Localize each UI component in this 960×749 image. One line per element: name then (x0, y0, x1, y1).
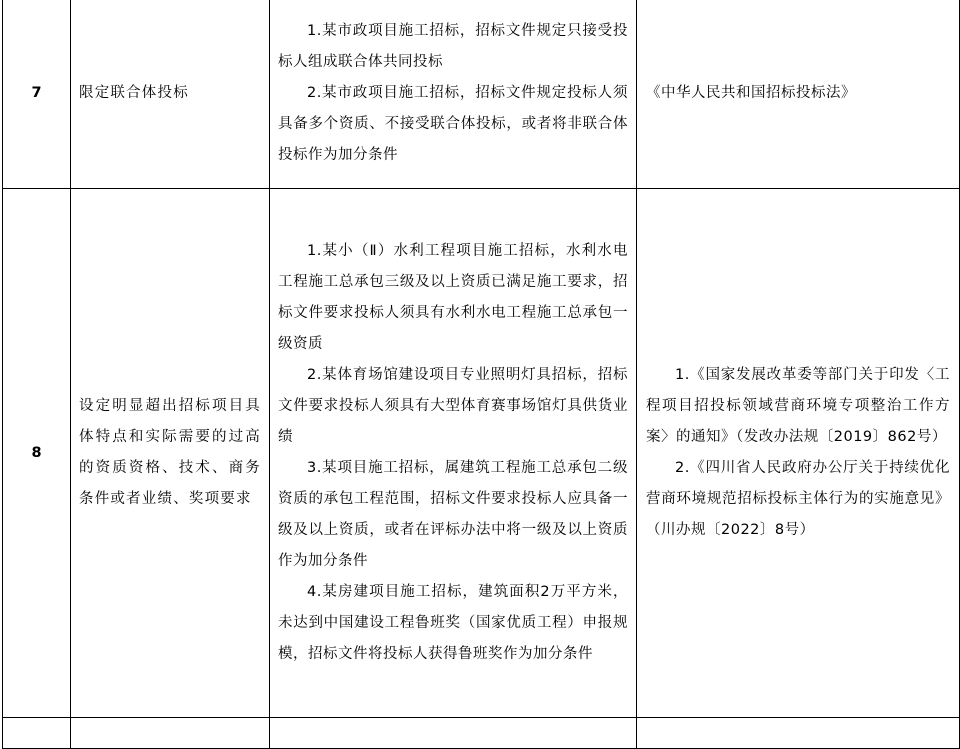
regulation-table (2, 0, 960, 749)
row-number: 7 (3, 0, 71, 189)
table-row (3, 189, 960, 718)
violation-type-cell (71, 0, 270, 189)
table-row (3, 0, 960, 189)
case-example: 1.某小（Ⅱ）水利工程项目施工招标，水利水电工程施工总承包三级及以上资质已满足施工要求，招标文件要求投标人须具有水利水电工程施工总承包一级资质 (278, 243, 628, 352)
case-example: 3.某项目施工招标，属建筑工程施工总承包二级资质的承包工程范围，招标文件要求投标人应具备一级及以上资质，或者在评标办法中将一级及以上资质作为加分条件 (278, 460, 628, 569)
legal-basis: 《中华人民共和国招标投标法》 (646, 84, 856, 101)
violation-type: 限定联合体投标 (79, 84, 189, 101)
legal-basis-cell (637, 718, 960, 749)
case-examples-cell (270, 0, 637, 189)
case-examples-cell (270, 718, 637, 749)
case-example: 4.某房建项目施工招标，建筑面积2万平方米，未达到中国建设工程鲁班奖（国家优质工程）申报规模，招标文件将投标人获得鲁班奖作为加分条件 (278, 584, 628, 662)
row-number (3, 718, 71, 749)
violation-type: 设定明显超出招标项目具体特点和实际需要的过高的资质资格、技术、商务条件或者业绩、奖项要求 (79, 398, 261, 507)
legal-basis-cell (637, 0, 960, 189)
case-example: 2.某市政项目施工招标，招标文件规定投标人须具备多个资质、不接受联合体投标，或者将非联合体投标作为加分条件 (278, 84, 628, 163)
case-example: 1.某市政项目施工招标，招标文件规定只接受投标人组成联合体共同投标 (278, 22, 628, 70)
legal-basis: 1.《国家发展改革委等部门关于印发〈工程项目招投标领域营商环境专项整治工作方案〉的通知》（发改办法规〔2019〕862号） (646, 367, 950, 445)
legal-basis: 2.《四川省人民政府办公厅关于持续优化营商环境规范招标投标主体行为的实施意见》（川办规〔2022〕8号） (646, 460, 950, 538)
case-examples-cell (270, 189, 637, 718)
legal-basis-cell (637, 189, 960, 718)
violation-type-cell (71, 718, 270, 749)
row-number: 8 (3, 189, 71, 718)
case-example: 2.某体育场馆建设项目专业照明灯具招标，招标文件要求投标人须具有大型体育赛事场馆灯具供货业绩 (278, 367, 628, 445)
table-row (3, 718, 960, 749)
violation-type-cell (71, 189, 270, 718)
